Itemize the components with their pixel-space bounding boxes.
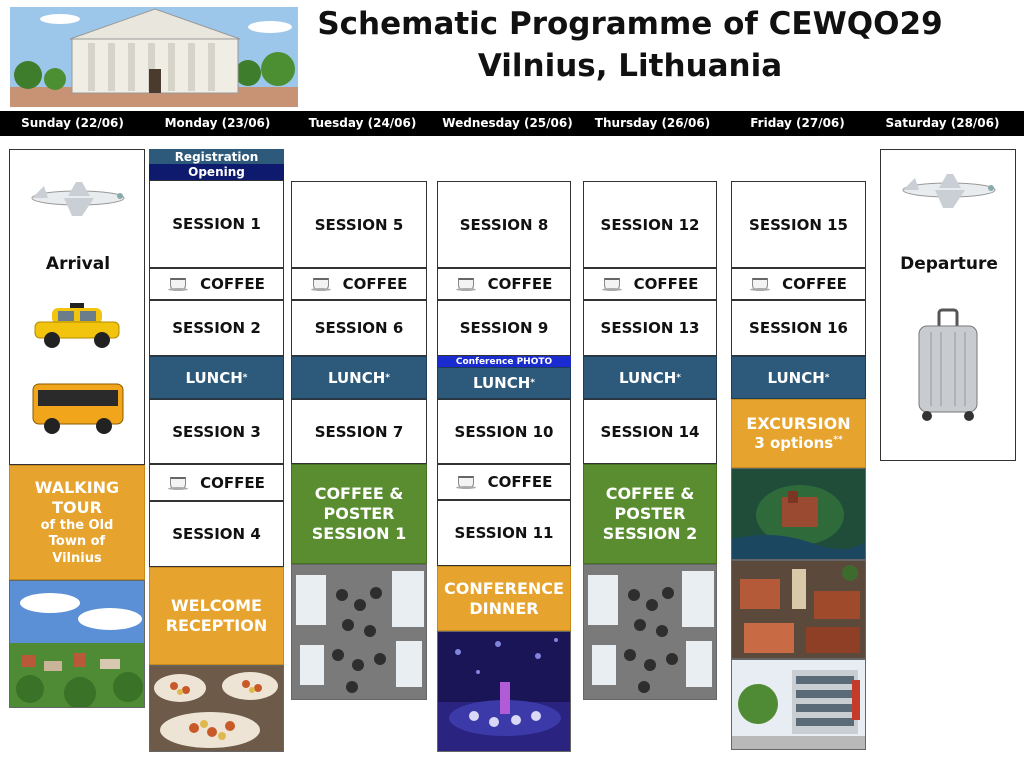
lunch-footnote-mark: * xyxy=(676,372,682,383)
modern-building-photo xyxy=(731,659,866,750)
excursion-footnote-mark: ** xyxy=(833,435,843,446)
coffee-label: COFFEE xyxy=(200,473,265,492)
lunch-footnote-mark: * xyxy=(242,372,248,383)
tuesday-lunch xyxy=(291,356,427,399)
dinner-line2: DINNER xyxy=(469,598,539,618)
coffee-cup-icon xyxy=(168,476,190,490)
day-friday: Friday (27/06) xyxy=(750,116,845,130)
vilnius-rooftops-photo xyxy=(731,560,866,659)
vilnius-old-town-photo xyxy=(9,580,145,708)
airplane-icon xyxy=(22,178,130,218)
welcome-food-photo xyxy=(149,665,284,752)
excursion-line2 xyxy=(754,434,842,453)
wednesday-coffee-1 xyxy=(437,268,571,300)
wednesday-coffee-2 xyxy=(437,464,571,500)
conference-photo-bar: Conference PHOTO xyxy=(437,356,571,367)
session-13: SESSION 13 xyxy=(583,300,717,356)
session-14: SESSION 14 xyxy=(583,399,717,464)
city-hall-photo xyxy=(10,7,298,107)
lunch-label: LUNCH xyxy=(618,368,677,387)
day-thursday: Thursday (26/06) xyxy=(594,116,711,130)
friday-lunch xyxy=(731,356,866,399)
poster-session-2-block xyxy=(583,464,717,564)
welcome-reception-block xyxy=(149,567,284,665)
session-3: SESSION 3 xyxy=(149,399,284,464)
coffee-cup-icon xyxy=(311,277,333,291)
walking-tour-line2: TOUR xyxy=(52,498,102,518)
thursday-coffee xyxy=(583,268,717,300)
session-8: SESSION 8 xyxy=(437,181,571,268)
dinner-line1: CONFERENCE xyxy=(444,578,564,598)
session-2: SESSION 2 xyxy=(149,300,284,356)
thursday-lunch xyxy=(583,356,717,399)
session-1: SESSION 1 xyxy=(149,180,284,268)
poster-line1: COFFEE & xyxy=(314,484,404,503)
bus-icon xyxy=(30,378,126,436)
walking-tour-block xyxy=(9,465,145,580)
lunch-label: LUNCH xyxy=(327,368,386,387)
lunch-label: LUNCH xyxy=(185,368,243,387)
day-tuesday: Tuesday (24/06) xyxy=(308,116,417,130)
conference-dinner-block xyxy=(437,566,571,631)
welcome-line2: RECEPTION xyxy=(165,616,268,635)
coffee-cup-icon xyxy=(750,277,772,291)
coffee-label: COFFEE xyxy=(200,275,265,293)
excursion-options-label: 3 options xyxy=(754,434,834,453)
session-15: SESSION 15 xyxy=(731,181,866,268)
trakai-castle-photo xyxy=(731,468,866,560)
departure-label: Departure xyxy=(900,254,998,274)
lunch-footnote-mark: * xyxy=(824,372,830,383)
arrival-label: Arrival xyxy=(45,254,111,274)
poster-session-photo xyxy=(291,564,427,700)
day-monday: Monday (23/06) xyxy=(164,116,271,130)
monday-coffee-2 xyxy=(149,464,284,501)
session-11: SESSION 11 xyxy=(437,500,571,566)
opening-bar: Opening xyxy=(149,164,284,180)
session-12: SESSION 12 xyxy=(583,181,717,268)
coffee-label: COFFEE xyxy=(782,275,847,293)
session-5: SESSION 5 xyxy=(291,181,427,268)
excursion-block xyxy=(731,399,866,468)
welcome-line1: WELCOME xyxy=(171,596,262,615)
coffee-cup-icon xyxy=(168,277,190,291)
coffee-cup-icon xyxy=(456,277,478,291)
poster-line2: POSTER xyxy=(614,504,686,523)
wednesday-lunch xyxy=(437,367,571,399)
day-wednesday: Wednesday (25/06) xyxy=(442,116,573,130)
lunch-label: LUNCH xyxy=(767,368,825,387)
coffee-label: COFFEE xyxy=(342,275,408,293)
day-saturday: Saturday (28/06) xyxy=(885,116,1000,130)
poster-line2: POSTER xyxy=(323,504,395,523)
coffee-cup-icon xyxy=(456,475,478,489)
tuesday-coffee xyxy=(291,268,427,300)
lunch-footnote-mark: * xyxy=(530,378,536,388)
monday-coffee-1 xyxy=(149,268,284,300)
poster-line3: SESSION 2 xyxy=(602,524,698,543)
excursion-line1: EXCURSION xyxy=(746,414,851,434)
monday-lunch xyxy=(149,356,284,399)
friday-coffee xyxy=(731,268,866,300)
walking-tour-line3: of the Old xyxy=(40,518,114,534)
lunch-label: LUNCH xyxy=(472,374,531,392)
saturday-departure-panel xyxy=(880,149,1016,461)
walking-tour-line1: WALKING xyxy=(34,478,120,498)
conference-dinner-photo xyxy=(437,631,571,752)
session-16: SESSION 16 xyxy=(731,300,866,356)
poster-session-2-photo xyxy=(583,564,717,700)
coffee-label: COFFEE xyxy=(633,275,699,293)
airplane-icon xyxy=(893,170,1001,210)
page-subtitle: Vilnius, Lithuania xyxy=(477,48,783,84)
coffee-cup-icon xyxy=(602,277,624,291)
session-9: SESSION 9 xyxy=(437,300,571,356)
session-6: SESSION 6 xyxy=(291,300,427,356)
session-4: SESSION 4 xyxy=(149,501,284,567)
coffee-label: COFFEE xyxy=(487,275,553,293)
registration-bar: Registration xyxy=(149,149,284,164)
walking-tour-line4: Town of xyxy=(48,534,106,550)
taxi-icon xyxy=(32,302,122,350)
page-title: Schematic Programme of CEWQO29 xyxy=(317,6,943,42)
coffee-label: COFFEE xyxy=(487,473,553,491)
session-7: SESSION 7 xyxy=(291,399,427,464)
session-10: SESSION 10 xyxy=(437,399,571,464)
suitcase-icon xyxy=(915,308,981,424)
lunch-footnote-mark: * xyxy=(385,372,391,383)
poster-session-1-block xyxy=(291,464,427,564)
walking-tour-line5: Vilnius xyxy=(52,550,102,566)
poster-line3: SESSION 1 xyxy=(311,524,407,543)
day-sunday: Sunday (22/06) xyxy=(21,116,124,130)
sunday-arrival-panel xyxy=(9,149,145,465)
poster-line1: COFFEE & xyxy=(605,484,695,503)
